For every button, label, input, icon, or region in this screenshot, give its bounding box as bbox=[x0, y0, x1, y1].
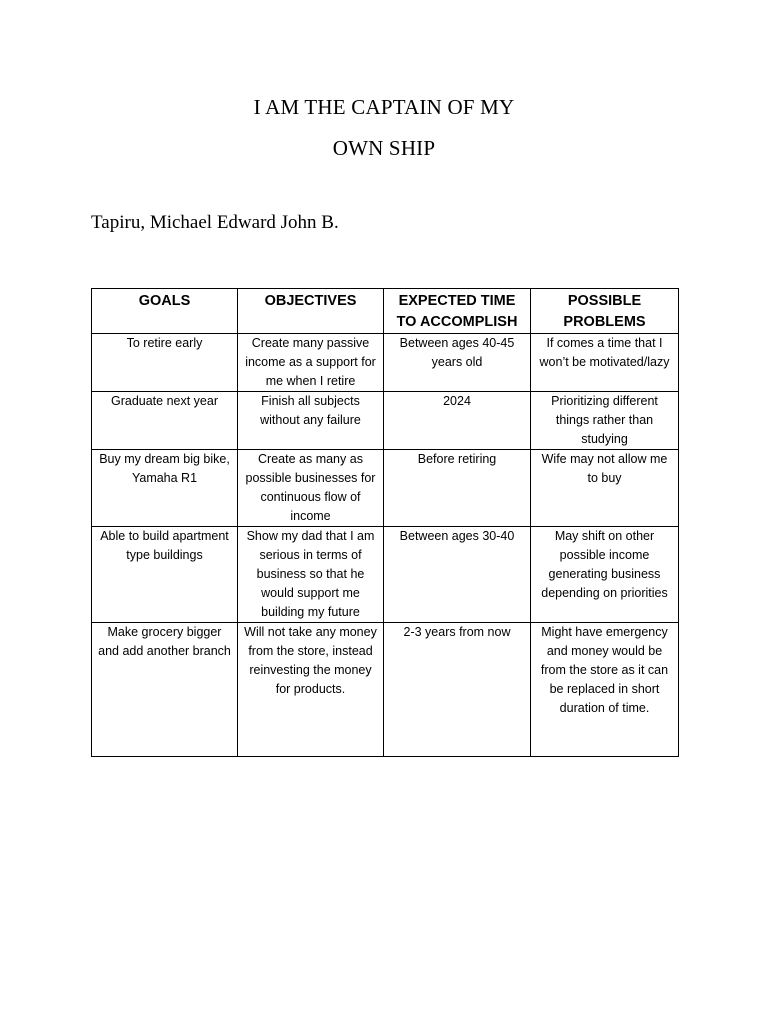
goal-cell: Make grocery bigger and add another branch bbox=[92, 623, 238, 757]
header-expected-time: EXPECTED TIME TO ACCOMPLISH bbox=[384, 289, 531, 334]
possible-problem-cell: Prioritizing different things rather than studying bbox=[531, 392, 679, 450]
expected-time-cell: 2024 bbox=[384, 392, 531, 450]
goal-cell: Buy my dream big bike, Yamaha R1 bbox=[92, 450, 238, 527]
objective-cell: Will not take any money from the store, instead reinvesting the money for products. bbox=[238, 623, 384, 757]
document-title-line-1: I AM THE CAPTAIN OF MY bbox=[253, 95, 515, 119]
possible-problem-cell: May shift on other possible income generating business depending on priorities bbox=[531, 527, 679, 623]
table-row bbox=[92, 527, 679, 623]
table-header-row bbox=[92, 289, 679, 334]
author-name: Tapiru, Michael Edward John B. bbox=[91, 212, 339, 233]
table-row bbox=[92, 334, 679, 392]
expected-time-cell: Between ages 40-45 years old bbox=[384, 334, 531, 392]
possible-problem-cell: If comes a time that I won’t be motivated/lazy bbox=[531, 334, 679, 392]
goals-table bbox=[91, 288, 679, 757]
possible-problem-cell: Might have emergency and money would be from the store as it can be replaced in short duration of time. bbox=[531, 623, 679, 757]
objective-cell: Create as many as possible businesses for continuous flow of income bbox=[238, 450, 384, 527]
header-possible-problems: POSSIBLE PROBLEMS bbox=[531, 289, 679, 334]
header-objectives: OBJECTIVES bbox=[238, 289, 384, 334]
table-row bbox=[92, 623, 679, 757]
document-title-line-2: OWN SHIP bbox=[332, 136, 436, 160]
expected-time-cell: Before retiring bbox=[384, 450, 531, 527]
objective-cell: Create many passive income as a support for me when I retire bbox=[238, 334, 384, 392]
table-row bbox=[92, 450, 679, 527]
table-row bbox=[92, 392, 679, 450]
goal-cell: To retire early bbox=[92, 334, 238, 392]
goal-cell: Graduate next year bbox=[92, 392, 238, 450]
goal-cell: Able to build apartment type buildings bbox=[92, 527, 238, 623]
possible-problem-cell: Wife may not allow me to buy bbox=[531, 450, 679, 527]
expected-time-cell: 2-3 years from now bbox=[384, 623, 531, 757]
objective-cell: Finish all subjects without any failure bbox=[238, 392, 384, 450]
objective-cell: Show my dad that I am serious in terms of business so that he would support me building my future bbox=[238, 527, 384, 623]
expected-time-cell: Between ages 30-40 bbox=[384, 527, 531, 623]
header-goals: GOALS bbox=[92, 289, 238, 334]
